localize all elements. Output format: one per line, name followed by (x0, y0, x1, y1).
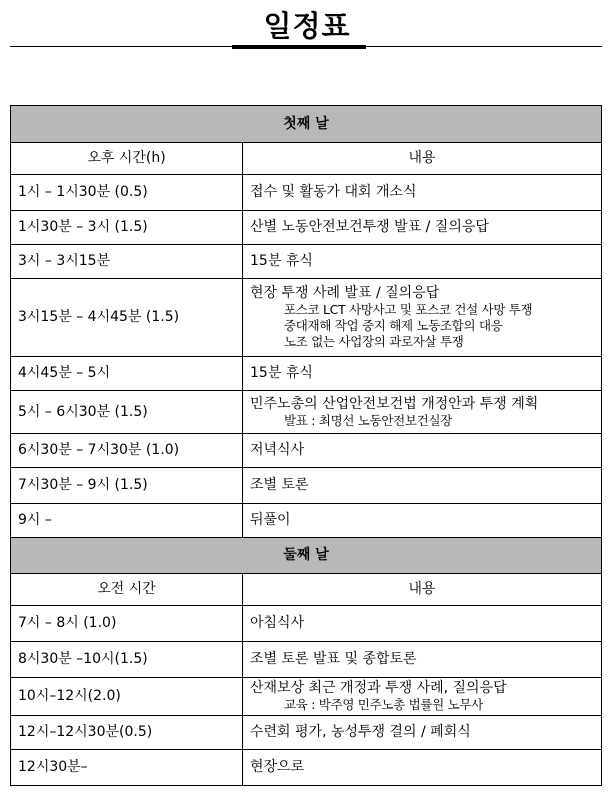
content-cell (243, 434, 602, 468)
day2-column-headers (11, 574, 602, 606)
content-text: 15분 휴식 (250, 253, 313, 269)
day2-content-column-header: 내용 (243, 574, 602, 606)
time-cell: 4시45분 – 5시 (11, 357, 243, 391)
page-title: 일정표 (263, 9, 351, 43)
content-text: 산별 노동안전보건투쟁 발표 / 질의응답 (250, 219, 489, 235)
time-cell: 10시–12시(2.0) (11, 678, 243, 716)
content-cell (243, 211, 602, 245)
content-cell (243, 504, 602, 538)
time-cell: 8시30분 –10시(1.5) (11, 642, 243, 678)
time-cell: 7시 – 8시 (1.0) (11, 606, 243, 642)
content-text: 현장 투쟁 사례 발표 / 질의응답 (250, 285, 440, 301)
table-row (11, 678, 602, 716)
day2-label: 둘째 날 (11, 538, 602, 574)
content-text: 저녁식사 (250, 442, 305, 458)
table-row (11, 716, 602, 750)
content-text: 민주노총의 산업안전보건법 개정안과 투쟁 계획 (250, 395, 539, 412)
content-subitem: 발표 : 최명선 노동안전보건실장 (284, 412, 453, 428)
content-cell (243, 716, 602, 750)
content-text: 조별 토론 (250, 477, 309, 493)
table-row (11, 391, 602, 434)
time-cell: 12시30분– (11, 750, 243, 786)
table-row (11, 279, 602, 357)
content-cell (243, 468, 602, 504)
content-cell (243, 678, 602, 716)
table-row (11, 357, 602, 391)
content-text: 산재보상 최근 개정과 투쟁 사례, 질의응답 (250, 680, 507, 696)
content-cell (243, 391, 602, 434)
content-text: 현장으로 (250, 759, 305, 775)
table-row (11, 211, 602, 245)
content-text: 수련회 평가, 농성투쟁 결의 / 폐회식 (250, 724, 471, 740)
content-cell (243, 606, 602, 642)
day1-content-column-header: 내용 (243, 143, 602, 175)
table-row (11, 175, 602, 211)
content-subitem: 노조 없는 사업장의 과로자살 투쟁 (284, 334, 464, 349)
content-cell (243, 279, 602, 357)
time-cell: 12시–12시30분(0.5) (11, 716, 243, 750)
content-subitem: 중대재해 작업 중지 해제 노동조합의 대응 (284, 318, 503, 333)
content-cell (243, 175, 602, 211)
table-row (11, 245, 602, 279)
content-text: 뒤풀이 (250, 512, 291, 528)
time-cell: 3시 – 3시15분 (11, 245, 243, 279)
table-row (11, 504, 602, 538)
content-cell (243, 750, 602, 786)
time-cell: 6시30분 – 7시30분 (1.0) (11, 434, 243, 468)
day1-time-column-header: 오후 시간(h) (11, 143, 243, 175)
content-cell (243, 642, 602, 678)
time-cell: 9시 – (11, 504, 243, 538)
time-cell: 1시 – 1시30분 (0.5) (11, 175, 243, 211)
table-row (11, 606, 602, 642)
table-row (11, 434, 602, 468)
content-cell (243, 245, 602, 279)
day2-time-column-header: 오전 시간 (11, 574, 243, 606)
day1-header-row (11, 106, 602, 143)
content-text: 조별 토론 발표 및 종합토론 (250, 651, 417, 667)
title-underline-accent (232, 45, 366, 49)
time-cell: 7시30분 – 9시 (1.5) (11, 468, 243, 504)
time-cell: 1시30분 – 3시 (1.5) (11, 211, 243, 245)
table-row (11, 468, 602, 504)
content-subitem: 교육 : 박주영 민주노총 법률원 노무사 (284, 697, 483, 712)
content-subitem: 포스코 LCT 사망사고 및 포스코 건설 사망 투쟁 (284, 302, 533, 317)
content-text: 15분 휴식 (250, 365, 313, 381)
day1-label: 첫째 날 (11, 106, 602, 143)
table-row (11, 750, 602, 786)
time-cell: 5시 – 6시30분 (1.5) (11, 391, 243, 434)
content-cell (243, 357, 602, 391)
day2-header-row (11, 538, 602, 574)
day1-column-headers (11, 143, 602, 175)
content-text: 아침식사 (250, 615, 305, 631)
content-text: 접수 및 활동가 대회 개소식 (250, 184, 417, 200)
time-cell: 3시15분 – 4시45분 (1.5) (11, 279, 243, 357)
table-row (11, 642, 602, 678)
schedule-table (10, 105, 602, 786)
